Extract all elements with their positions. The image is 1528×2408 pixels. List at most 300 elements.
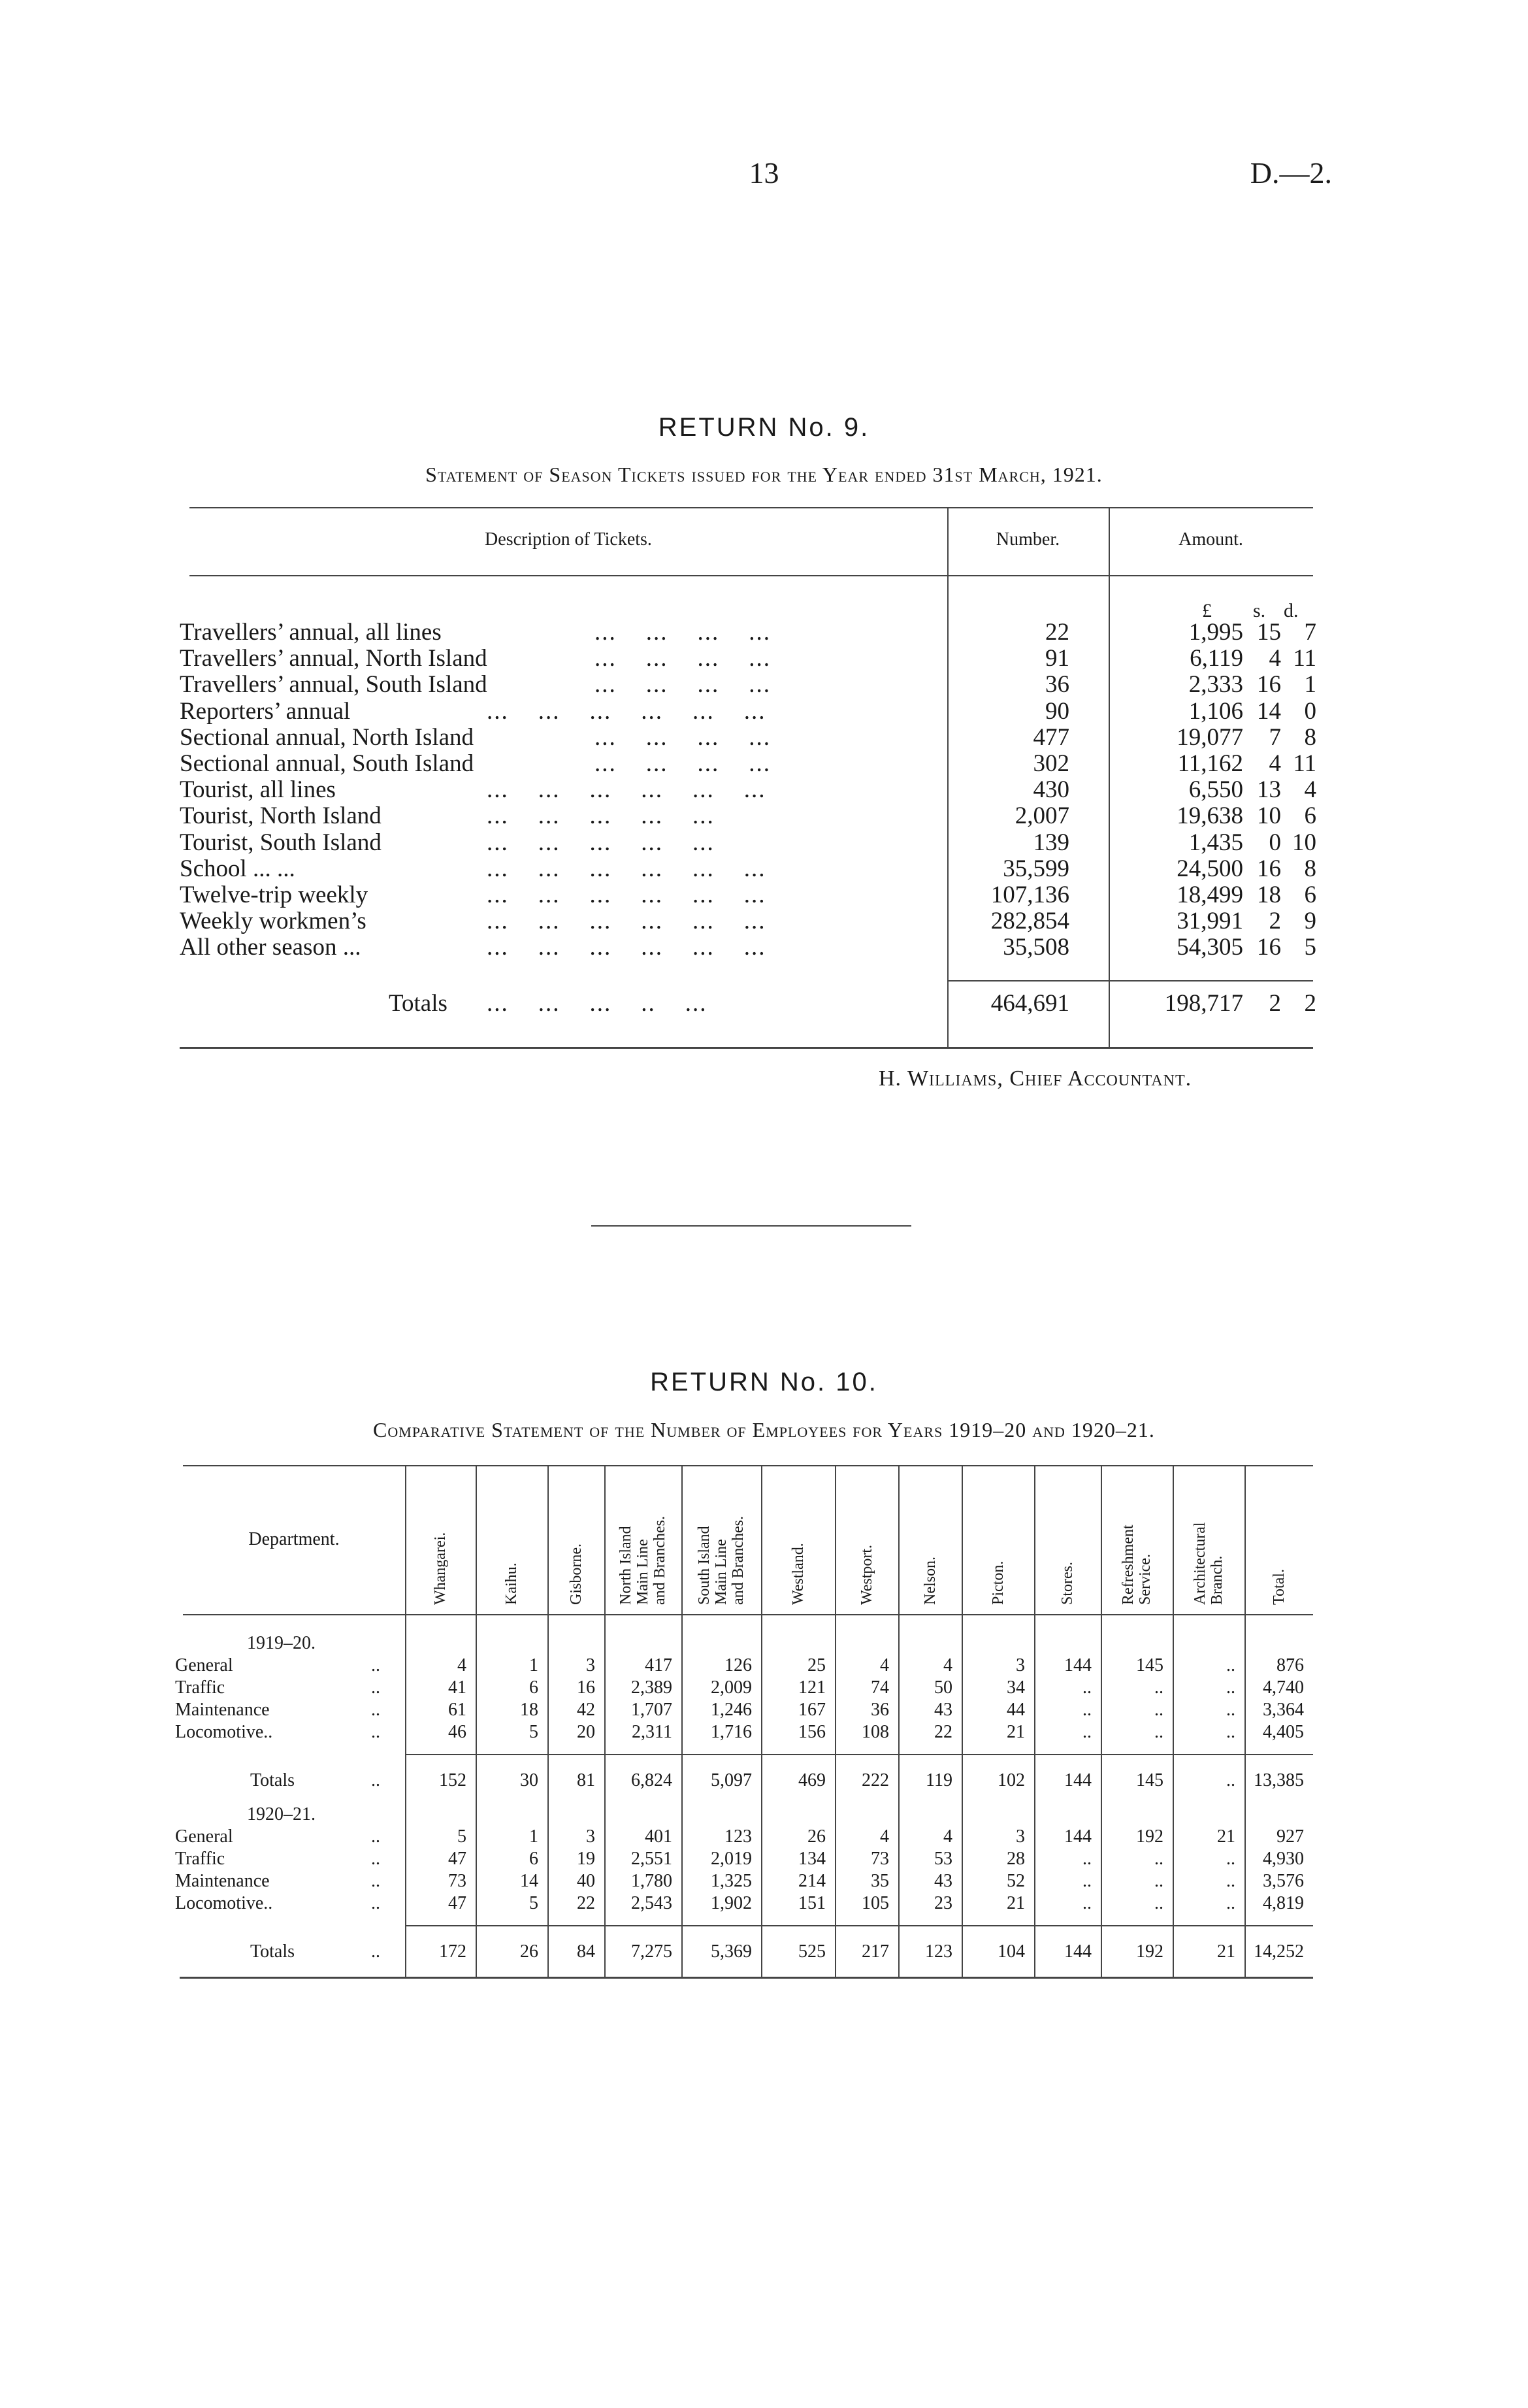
- t10-leader-dots: ..: [371, 1826, 380, 1847]
- t9-totals-pounds: 198,717: [1164, 990, 1243, 1017]
- t10-cell: 20: [577, 1722, 595, 1742]
- t9-row-pounds: 2,333: [1188, 671, 1243, 699]
- t9-row-number: 22: [1045, 619, 1069, 646]
- t10-totals-row: [175, 1770, 1312, 1792]
- t10-cell: 5: [529, 1722, 538, 1742]
- t10-row-label: Totals: [250, 1770, 295, 1790]
- t10-cell: 192: [1136, 1826, 1163, 1847]
- t10-data-row: [175, 1721, 1312, 1743]
- t9-row-shillings: 2: [1269, 908, 1281, 935]
- t10-data-row: [175, 1848, 1312, 1870]
- t9-row-pounds: 18,499: [1177, 882, 1243, 908]
- t9-row-shillings: 15: [1257, 619, 1281, 646]
- t10-leader-dots: ..: [371, 1893, 380, 1913]
- t9-row-shillings: 16: [1257, 934, 1281, 961]
- t9-row-leader-dots: ... ... ... ... ...: [487, 802, 715, 830]
- t9-row: [180, 619, 1316, 646]
- t10-cell: 105: [862, 1893, 889, 1913]
- t9-row-description: Reporters’ annual: [180, 697, 351, 725]
- t10-cell: ..: [1226, 1871, 1235, 1891]
- t10-leader-dots: ..: [371, 1941, 380, 1962]
- t10-cell: ..: [1154, 1722, 1163, 1742]
- t10-data-row: [175, 1677, 1312, 1699]
- t10-cell: ..: [1154, 1849, 1163, 1869]
- t9-row-pence: 8: [1304, 723, 1316, 751]
- t9-row-shillings: 10: [1257, 802, 1281, 830]
- t10-cell: 5,097: [711, 1770, 752, 1790]
- t10-column-header: Nelson.: [921, 1557, 939, 1605]
- t10-cell: 5: [457, 1826, 466, 1847]
- t9-row-description: Tourist, South Island: [180, 829, 382, 856]
- t10-cell: 123: [724, 1826, 752, 1847]
- t10-cell: 6: [529, 1677, 538, 1698]
- t10-header-rule: [183, 1614, 1313, 1615]
- t10-cell: 14: [520, 1871, 538, 1891]
- t10-cell: 2,311: [632, 1722, 672, 1742]
- t10-cell: 401: [645, 1826, 672, 1847]
- t9-row-number: 35,508: [1003, 934, 1069, 961]
- t9-row-number: 91: [1045, 645, 1069, 672]
- t10-cell: ..: [1226, 1770, 1235, 1790]
- t10-cell: 53: [934, 1849, 952, 1869]
- t10-row-label: 1920–21.: [247, 1804, 316, 1824]
- t9-row-leader-dots: ... ... ... ... ... ...: [487, 934, 766, 961]
- t10-cell: 5: [529, 1893, 538, 1913]
- t10-cell: 44: [1007, 1700, 1025, 1720]
- t9-totals-rule: [947, 980, 1313, 981]
- t9-row-shillings: 16: [1257, 671, 1281, 699]
- t9-row-shillings: 13: [1257, 776, 1281, 804]
- t10-cell: 167: [798, 1700, 826, 1720]
- t10-cell: ..: [1154, 1871, 1163, 1891]
- t9-row-number: 302: [1033, 750, 1069, 777]
- t9-unit-shillings: s.: [1253, 600, 1266, 621]
- t10-column-header: Total.: [1270, 1569, 1288, 1605]
- t10-cell: ..: [1226, 1722, 1235, 1742]
- t10-cell: 4: [880, 1826, 889, 1847]
- t9-row-pence: 7: [1304, 619, 1316, 646]
- t9-header-description: Description of Tickets.: [485, 529, 652, 550]
- t10-column-header: Picton.: [989, 1560, 1007, 1605]
- t10-row-label: Locomotive..: [175, 1722, 273, 1742]
- t10-cell: ..: [1154, 1677, 1163, 1698]
- return-10-subtitle: Comparative Statement of the Number of Employees for Years 1919–20 and 1920–21.: [373, 1418, 1155, 1442]
- t10-cell: 16: [577, 1677, 595, 1698]
- t10-cell: 2,009: [711, 1677, 752, 1698]
- t10-cell: ..: [1082, 1677, 1092, 1698]
- t9-header-number: Number.: [996, 529, 1060, 550]
- t9-row-number: 107,136: [990, 882, 1069, 908]
- t10-cell: 3,364: [1263, 1700, 1304, 1720]
- t10-data-row: [175, 1699, 1312, 1721]
- t10-cell: 134: [798, 1849, 826, 1869]
- t9-row-pounds: 6,119: [1190, 645, 1243, 672]
- t9-row-pence: 10: [1292, 829, 1316, 856]
- t10-cell: 3: [1016, 1655, 1025, 1675]
- t10-column-header: Architectural Branch.: [1192, 1522, 1226, 1605]
- t9-row-pence: 6: [1304, 882, 1316, 908]
- t10-leader-dots: ..: [371, 1849, 380, 1869]
- t9-totals-dots: ... ... ... .. ...: [487, 990, 707, 1017]
- t10-cell: 13,385: [1254, 1770, 1304, 1790]
- t10-row-label: Maintenance: [175, 1700, 270, 1720]
- t10-data-row: [175, 1826, 1312, 1848]
- t10-cell: 4: [943, 1655, 952, 1675]
- page-number: 13: [749, 156, 779, 190]
- t9-row-pounds: 6,550: [1188, 776, 1243, 804]
- t10-cell: 108: [862, 1722, 889, 1742]
- t10-cell: 214: [798, 1871, 826, 1891]
- t10-bottom-rule: [180, 1977, 1313, 1979]
- t10-cell: 4,819: [1263, 1893, 1304, 1913]
- t10-cell: 1,325: [711, 1871, 752, 1891]
- t9-row-pounds: 24,500: [1177, 855, 1243, 882]
- t9-row-description: School ... ...: [180, 855, 295, 882]
- t10-cell: 4,930: [1263, 1849, 1304, 1869]
- t9-header-amount: Amount.: [1179, 529, 1243, 550]
- t9-row-pounds: 19,638: [1177, 802, 1243, 830]
- t10-cell: ..: [1154, 1700, 1163, 1720]
- t9-row: [180, 803, 1316, 829]
- t10-cell: 73: [448, 1871, 466, 1891]
- t10-cell: 1: [529, 1826, 538, 1847]
- t9-row-pounds: 11,162: [1177, 750, 1243, 777]
- t10-cell: 81: [577, 1770, 595, 1790]
- t9-header-rule: [189, 575, 1313, 576]
- t9-row-shillings: 7: [1269, 723, 1281, 751]
- t10-column-header: Stores.: [1059, 1562, 1076, 1605]
- t10-cell: 3: [1016, 1826, 1025, 1847]
- t9-row-pence: 4: [1304, 776, 1316, 804]
- t10-cell: ..: [1226, 1849, 1235, 1869]
- t10-cell: 104: [998, 1941, 1025, 1962]
- t9-totals-shillings: 2: [1269, 990, 1281, 1017]
- t10-cell: 25: [807, 1655, 826, 1675]
- t9-row-number: 477: [1033, 723, 1069, 751]
- t10-cell: 74: [871, 1677, 889, 1698]
- t9-row-description: Sectional annual, North Island: [180, 723, 474, 751]
- t9-row-leader-dots: ... ... ... ... ... ...: [487, 697, 766, 725]
- t9-row-number: 36: [1045, 671, 1069, 699]
- t10-cell: 172: [439, 1941, 466, 1962]
- t10-cell: 126: [724, 1655, 752, 1675]
- section-separator: [591, 1225, 911, 1227]
- t10-row-label: General: [175, 1655, 233, 1675]
- t10-cell: 47: [448, 1849, 466, 1869]
- t10-row-label: Locomotive..: [175, 1893, 273, 1913]
- t10-cell: 469: [798, 1770, 826, 1790]
- t10-cell: 43: [934, 1871, 952, 1891]
- t9-row-description: All other season ...: [180, 934, 361, 961]
- t10-cell: ..: [1082, 1849, 1092, 1869]
- t10-data-row: [175, 1892, 1312, 1915]
- t10-leader-dots: ..: [371, 1655, 380, 1675]
- t10-cell: 46: [448, 1722, 466, 1742]
- t10-cell: 61: [448, 1700, 466, 1720]
- t9-row-number: 90: [1045, 697, 1069, 725]
- t10-cell: 144: [1064, 1826, 1092, 1847]
- t9-row-description: Tourist, all lines: [180, 776, 336, 804]
- t10-column-header: Westland.: [789, 1543, 807, 1605]
- t9-row: [180, 777, 1316, 803]
- t10-column-header: Gisborne.: [567, 1543, 585, 1605]
- t10-cell: ..: [1154, 1893, 1163, 1913]
- t10-cell: 152: [439, 1770, 466, 1790]
- t10-cell: 145: [1136, 1770, 1163, 1790]
- t9-row-leader-dots: ... ... ... ...: [594, 723, 771, 751]
- t10-cell: 222: [862, 1770, 889, 1790]
- t10-cell: 144: [1064, 1770, 1092, 1790]
- t9-row-description: Travellers’ annual, North Island: [180, 645, 487, 672]
- t10-data-row: [175, 1655, 1312, 1677]
- t9-row-pence: 6: [1304, 802, 1316, 830]
- t10-cell: 26: [520, 1941, 538, 1962]
- t10-cell: ..: [1082, 1722, 1092, 1742]
- t10-leader-dots: ..: [371, 1700, 380, 1720]
- t10-totals-rule: [405, 1754, 1313, 1755]
- t10-cell: 26: [807, 1826, 826, 1847]
- t10-cell: 119: [926, 1770, 952, 1790]
- t10-cell: 73: [871, 1849, 889, 1869]
- t10-column-header: Whangarei.: [432, 1532, 449, 1605]
- t9-unit-pounds: £: [1202, 600, 1212, 621]
- t10-cell: 4: [457, 1655, 466, 1675]
- t10-cell: 47: [448, 1893, 466, 1913]
- t10-cell: 217: [862, 1941, 889, 1962]
- t10-cell: 21: [1217, 1826, 1235, 1847]
- t9-row: [180, 934, 1316, 961]
- t9-row-leader-dots: ... ... ... ... ...: [487, 829, 715, 856]
- t10-column-header: Westport.: [858, 1544, 875, 1605]
- t10-cell: 102: [998, 1770, 1025, 1790]
- t10-cell: 6: [529, 1849, 538, 1869]
- t10-cell: 1: [529, 1655, 538, 1675]
- t10-cell: 3,576: [1263, 1871, 1304, 1891]
- return-10-title: RETURN No. 10.: [650, 1368, 878, 1396]
- t10-cell: ..: [1082, 1893, 1092, 1913]
- t9-top-rule: [189, 507, 1313, 508]
- t9-row-shillings: 14: [1257, 697, 1281, 725]
- t10-column-header: North Island Main Line and Branches.: [617, 1516, 668, 1605]
- t9-row-description: Tourist, North Island: [180, 802, 382, 830]
- t10-cell: 21: [1217, 1941, 1235, 1962]
- t10-cell: 1,707: [631, 1700, 672, 1720]
- t9-row-shillings: 18: [1257, 882, 1281, 908]
- t9-row-pence: 9: [1304, 908, 1316, 935]
- t10-cell: 151: [798, 1893, 826, 1913]
- t9-totals-number: 464,691: [990, 990, 1069, 1017]
- t10-leader-dots: ..: [371, 1722, 380, 1742]
- t10-cell: 123: [925, 1941, 952, 1962]
- t10-cell: 2,551: [631, 1849, 672, 1869]
- t9-row: [180, 882, 1316, 908]
- t9-row-leader-dots: ... ... ... ... ... ...: [487, 908, 766, 935]
- signature-text: H. Williams, Chief Accountant.: [879, 1066, 1192, 1091]
- t10-totals-rule: [405, 1925, 1313, 1926]
- t10-cell: 36: [871, 1700, 889, 1720]
- t9-row-pounds: 31,991: [1177, 908, 1243, 935]
- t9-row-pounds: 1,995: [1188, 619, 1243, 646]
- t10-row-label: Traffic: [175, 1677, 225, 1698]
- t10-cell: 19: [577, 1849, 595, 1869]
- t9-row-pence: 11: [1293, 750, 1316, 777]
- t10-cell: 41: [448, 1677, 466, 1698]
- t9-row: [180, 751, 1316, 777]
- t10-cell: 43: [934, 1700, 952, 1720]
- t10-cell: ..: [1226, 1655, 1235, 1675]
- t10-cell: 2,389: [631, 1677, 672, 1698]
- t10-column-header: South Island Main Line and Branches.: [696, 1516, 747, 1605]
- t10-cell: 42: [577, 1700, 595, 1720]
- t10-cell: 121: [798, 1677, 826, 1698]
- t10-cell: 4: [880, 1655, 889, 1675]
- t9-row-pence: 5: [1304, 934, 1316, 961]
- t10-cell: 5,369: [711, 1941, 752, 1962]
- t10-leader-dots: ..: [371, 1770, 380, 1790]
- t9-row-pounds: 54,305: [1177, 934, 1243, 961]
- t10-cell: 144: [1064, 1941, 1092, 1962]
- t10-cell: 3: [586, 1826, 595, 1847]
- t9-row-shillings: 0: [1269, 829, 1281, 856]
- t9-row-leader-dots: ... ... ... ... ... ...: [487, 855, 766, 882]
- t10-top-rule: [183, 1465, 1313, 1466]
- t9-row-shillings: 4: [1269, 750, 1281, 777]
- t9-row-number: 139: [1033, 829, 1069, 856]
- t10-row-label: General: [175, 1826, 233, 1847]
- t10-cell: 1,716: [711, 1722, 752, 1742]
- t9-row: [180, 672, 1316, 698]
- t10-cell: 3: [586, 1655, 595, 1675]
- t10-cell: 21: [1007, 1893, 1025, 1913]
- t10-column-header: Kaihu.: [503, 1562, 520, 1605]
- t9-totals-row: [180, 991, 1316, 1017]
- t9-row-shillings: 16: [1257, 855, 1281, 882]
- t10-cell: 30: [520, 1770, 538, 1790]
- t9-row: [180, 830, 1316, 856]
- t9-row-pounds: 1,435: [1188, 829, 1243, 856]
- t9-row-description: Travellers’ annual, all lines: [180, 619, 442, 646]
- t10-cell: 22: [577, 1893, 595, 1913]
- t9-row-pounds: 19,077: [1177, 723, 1243, 751]
- t9-row: [180, 646, 1316, 672]
- t9-row-leader-dots: ... ... ... ...: [594, 750, 771, 777]
- t10-year-row: [175, 1632, 1312, 1655]
- t10-cell: 144: [1064, 1655, 1092, 1675]
- t10-cell: 84: [577, 1941, 595, 1962]
- t9-row-pence: 1: [1304, 671, 1316, 699]
- t10-cell: ..: [1226, 1893, 1235, 1913]
- t10-cell: 876: [1276, 1655, 1304, 1675]
- t10-column-header: Refreshment Service.: [1120, 1525, 1154, 1605]
- t10-cell: 4,740: [1263, 1677, 1304, 1698]
- t10-row-label: Maintenance: [175, 1871, 270, 1891]
- t9-row-leader-dots: ... ... ... ... ... ...: [487, 882, 766, 908]
- t9-row: [180, 856, 1316, 882]
- t10-cell: 35: [871, 1871, 889, 1891]
- t10-cell: 1,780: [631, 1871, 672, 1891]
- t10-cell: 525: [798, 1941, 826, 1962]
- t9-row-number: 430: [1033, 776, 1069, 804]
- t9-unit-pence: d.: [1284, 600, 1299, 621]
- t10-cell: 2,543: [631, 1893, 672, 1913]
- t10-cell: 52: [1007, 1871, 1025, 1891]
- t9-row-description: Travellers’ annual, South Island: [180, 671, 487, 699]
- t9-bottom-rule: [180, 1047, 1313, 1049]
- t10-data-row: [175, 1870, 1312, 1892]
- t9-row-pence: 0: [1304, 697, 1316, 725]
- t9-row-pounds: 1,106: [1188, 697, 1243, 725]
- t9-row-pence: 8: [1304, 855, 1316, 882]
- return-9-signature: [879, 1066, 1192, 1091]
- t9-row-pence: 11: [1293, 645, 1316, 672]
- t9-row-leader-dots: ... ... ... ...: [594, 619, 771, 646]
- t10-cell: 50: [934, 1677, 952, 1698]
- t10-leader-dots: ..: [371, 1871, 380, 1891]
- t10-cell: 417: [645, 1655, 672, 1675]
- return-9-subtitle: Statement of Season Tickets issued for the Year ended 31st March, 1921.: [425, 463, 1103, 486]
- t9-row-number: 282,854: [990, 908, 1069, 935]
- return-9-title: RETURN No. 9.: [658, 413, 870, 442]
- t10-cell: 4,405: [1263, 1722, 1304, 1742]
- t9-row: [180, 908, 1316, 934]
- t9-row-leader-dots: ... ... ... ... ... ...: [487, 776, 766, 804]
- t10-cell: 21: [1007, 1722, 1025, 1742]
- t10-row-label: Traffic: [175, 1849, 225, 1869]
- t10-cell: ..: [1082, 1871, 1092, 1891]
- t9-row-number: 2,007: [1015, 802, 1069, 830]
- t10-year-row: [175, 1804, 1312, 1826]
- t10-cell: 22: [934, 1722, 952, 1742]
- t10-cell: 7,275: [631, 1941, 672, 1962]
- t10-totals-row: [175, 1941, 1312, 1963]
- document-reference: D.—2.: [1250, 156, 1332, 190]
- t10-cell: 18: [520, 1700, 538, 1720]
- t10-cell: 927: [1276, 1826, 1304, 1847]
- t9-row-leader-dots: ... ... ... ...: [594, 671, 771, 699]
- t9-row: [180, 699, 1316, 725]
- t9-totals-pence: 2: [1304, 990, 1316, 1017]
- t10-cell: 1,902: [711, 1893, 752, 1913]
- t10-cell: 34: [1007, 1677, 1025, 1698]
- t10-row-label: Totals: [250, 1941, 295, 1962]
- t10-cell: ..: [1226, 1677, 1235, 1698]
- t10-cell: 145: [1136, 1655, 1163, 1675]
- t9-row-number: 35,599: [1003, 855, 1069, 882]
- t10-cell: 192: [1136, 1941, 1163, 1962]
- t10-cell: 14,252: [1254, 1941, 1304, 1962]
- t10-leader-dots: ..: [371, 1677, 380, 1698]
- t10-cell: 1,246: [711, 1700, 752, 1720]
- t9-row-leader-dots: ... ... ... ...: [594, 645, 771, 672]
- t9-row-description: Weekly workmen’s: [180, 908, 366, 935]
- t9-row: [180, 725, 1316, 751]
- t10-cell: 156: [798, 1722, 826, 1742]
- t9-row-description: Sectional annual, South Island: [180, 750, 474, 777]
- t10-cell: 28: [1007, 1849, 1025, 1869]
- t10-cell: ..: [1082, 1700, 1092, 1720]
- t9-totals-label: Totals: [389, 990, 447, 1017]
- t9-row-shillings: 4: [1269, 645, 1281, 672]
- t10-cell: ..: [1226, 1700, 1235, 1720]
- t9-row-description: Twelve-trip weekly: [180, 882, 368, 908]
- t10-cell: 2,019: [711, 1849, 752, 1869]
- t10-cell: 6,824: [631, 1770, 672, 1790]
- t10-cell: 4: [943, 1826, 952, 1847]
- t10-row-label: 1919–20.: [247, 1633, 316, 1653]
- t10-cell: 23: [934, 1893, 952, 1913]
- t10-cell: 40: [577, 1871, 595, 1891]
- t10-header-department: Department.: [248, 1529, 340, 1549]
